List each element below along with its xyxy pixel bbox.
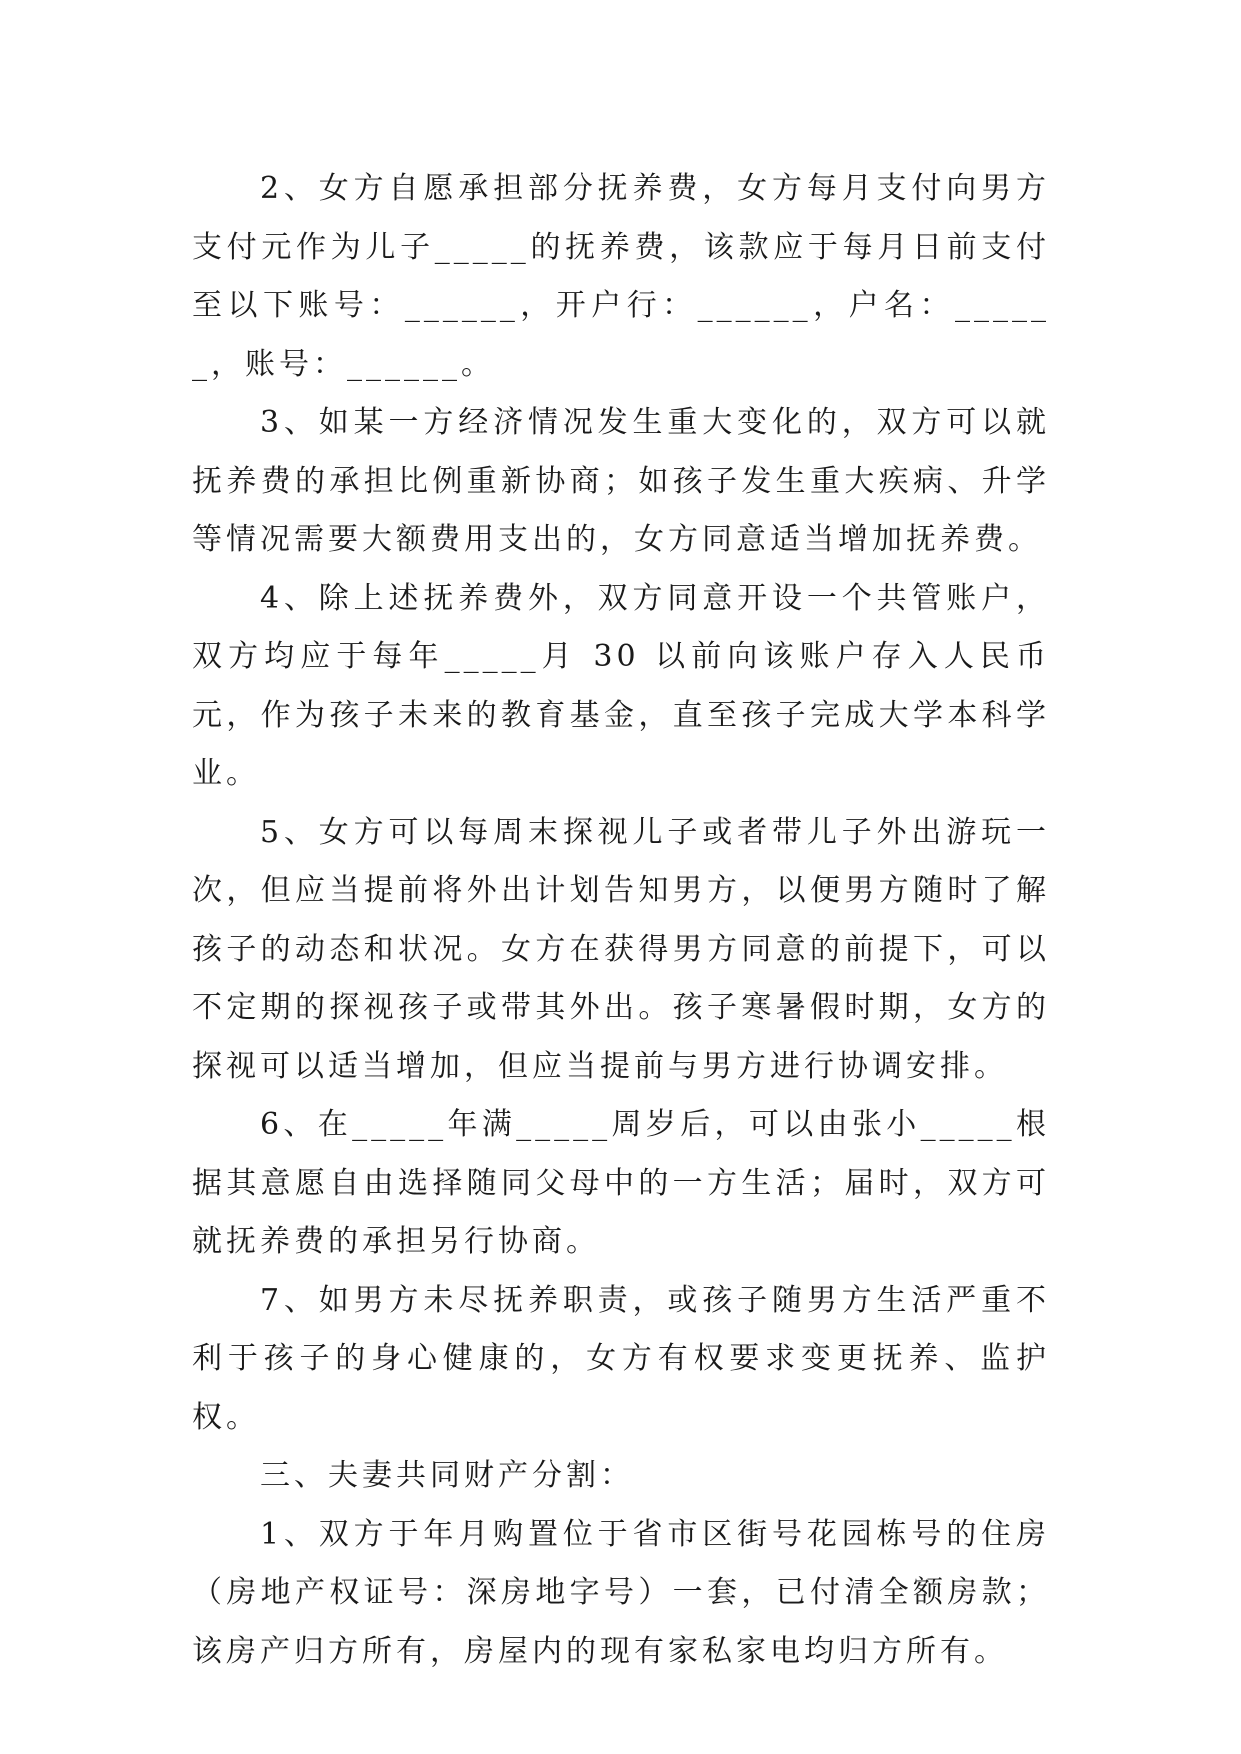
paragraph-house-ownership: 1、双方于年月购置位于省市区街号花园栋号的住房（房地产权证号：深房地字号）一套，已付清全额房款；该房产归方所有，房屋内的现有家私家电均归方所有。 (192, 1516, 1050, 1669)
paragraph-support-renegotiation: 3、如某一方经济情况发生重大变化的，双方可以就抚养费的承担比例重新协商；如孩子发生重大疾病、升学等情况需要大额费用支出的，女方同意适当增加抚养费。 (192, 405, 1050, 557)
document-body (192, 160, 1050, 1681)
section-heading-property-division: 三、夫妻共同财产分割： (260, 1458, 634, 1493)
paragraph-visitation: 5、女方可以每周末探视儿子或者带儿子外出游玩一次，但应当提前将外出计划告知男方，以便男方随时了解孩子的动态和状况。女方在获得男方同意的前提下，可以不定期的探视孩子或带其外出。孩子寒暑假时期，女方的探视可以适当增加，但应当提前与男方进行协调安排。 (192, 814, 1050, 1084)
paragraph-education-fund: 4、除上述抚养费外，双方同意开设一个共管账户，双方均应于每年_____月 30 以前向该账户存入人民币元，作为孩子未来的教育基金，直至孩子完成大学本科学业。 (192, 580, 1050, 791)
paragraph-child-support-payment: 2、女方自愿承担部分抚养费，女方每月支付向男方支付元作为儿子_____的抚养费，该款应于每月日前支付至以下账号：______，开户行：______，户名：______，账号：______。 (192, 171, 1050, 382)
paragraph-child-choice: 6、在_____年满_____周岁后，可以由张小_____根据其意愿自由选择随同父母中的一方生活；届时，双方可就抚养费的承担另行协商。 (192, 1107, 1050, 1259)
paragraph-custody-change: 7、如男方未尽抚养职责，或孩子随男方生活严重不利于孩子的身心健康的，女方有权要求变更抚养、监护权。 (192, 1282, 1050, 1435)
